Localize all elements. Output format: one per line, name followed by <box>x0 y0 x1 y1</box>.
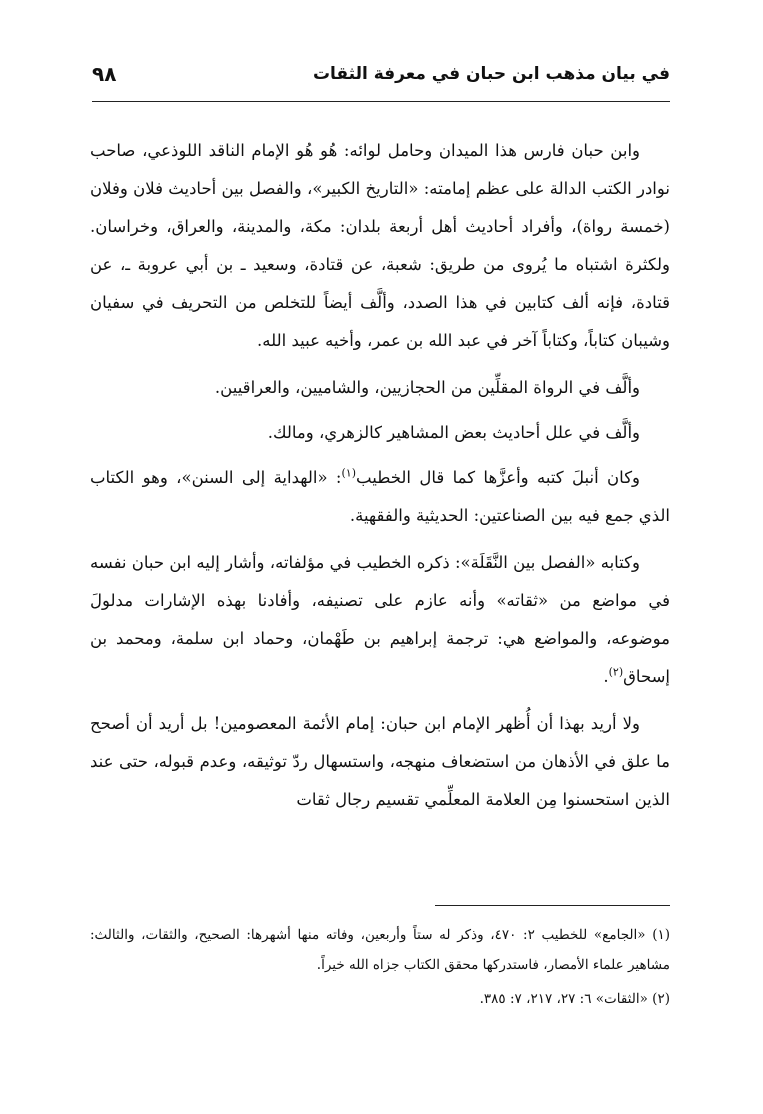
paragraph-4-text-b: : «الهداية إلى السنن»، وهو الكتاب الذي جمع فيه بين الصناعتين: الحديثية والفقهية. <box>90 468 670 525</box>
footnote-2: (٢) «الثقات» ٦: ٢٧، ٢١٧، ٧: ٣٨٥. <box>479 991 670 1007</box>
footnote-1: (١) «الجامع» للخطيب ٢: ٤٧٠، وذكر له ستاً وأربعين، وفاته منها أشهرها: الصحيح، والثقات، والثالث: مشاهير علماء الأمصار، فاستدركها محقق الكتاب جزاه الله خيراً. <box>90 927 671 973</box>
header-rule <box>92 101 670 102</box>
page-number: ٩٨ <box>92 62 117 86</box>
paragraph-5 <box>90 544 670 696</box>
footnote-separator <box>435 905 670 906</box>
paragraph-5-text-a: وكتابه «الفصل بين النَّقَلَة»: ذكره الخطيب في مؤلفاته، وأشار إليه ابن حبان نفسه في مواضع من «ثقاته» وأنه عازم على تصنيفه، وأفادنا بهذه الإشارات مدلولَ موضوعه، والمواضع هي: ترجمة إبراهيم بن طَهْمان، وحماد ابن سلمة، ومحمد بن إسحاق <box>90 553 670 686</box>
paragraph-2: وألَّف في الرواة المقلِّين من الحجازيين، والشاميين، والعراقيين. <box>214 378 640 397</box>
footnote-ref-2: (٢) <box>608 665 624 679</box>
paragraph-4 <box>90 459 670 535</box>
page-header <box>92 58 670 102</box>
paragraph-6: ولا أريد بهذا أن أُظهر الإمام ابن حبان: إمام الأئمة المعصومين! بل أريد أن أصحح ما علق في الأذهان من استضعاف منهجه، واستسهال ردّ توثيقه، وعدم قبوله، حتى عند الذين استحسنوا مِن العلامة المعلِّمي تقسيم رجال ثقات <box>90 714 670 809</box>
paragraph-3: وألَّف في علل أحاديث بعض المشاهير كالزهري، ومالك. <box>267 423 640 442</box>
running-title: في بيان مذهب ابن حبان في معرفة الثقات <box>312 64 670 84</box>
paragraph-1: وابن حبان فارس هذا الميدان وحامل لوائه: هُو هُو الإمام الناقد اللوذعي، صاحب نوادر الكتب الدالة على عظم إمامته: «التاريخ الكبير»، والفصل بين أحاديث فلان وفلان (خمسة رواة)، وأفراد أحاديث أهل أربعة بلدان: مكة، والمدينة، والعراق، وخراسان. ولكثرة اشتباه ما يُروى من طريق: شعبة، عن قتادة، وسعيد ـ بن أبي عروبة ـ، عن قتادة، فإنه ألف كتابين في هذا الصدد، وألَّف أيضاً للتخلص من التحريف في سفيان وشيبان كتاباً، وكتاباً آخر في عبد الله بن عمر، وأخيه عبيد الله. <box>90 141 671 350</box>
footnotes <box>90 920 670 1018</box>
paragraph-5-text-b: . <box>603 667 609 686</box>
main-text <box>90 132 670 828</box>
paragraph-4-text-a: وكان أنبلَ كتبه وأعزَّها كما قال الخطيب <box>356 468 641 487</box>
footnote-ref-1: (١) <box>341 466 357 480</box>
